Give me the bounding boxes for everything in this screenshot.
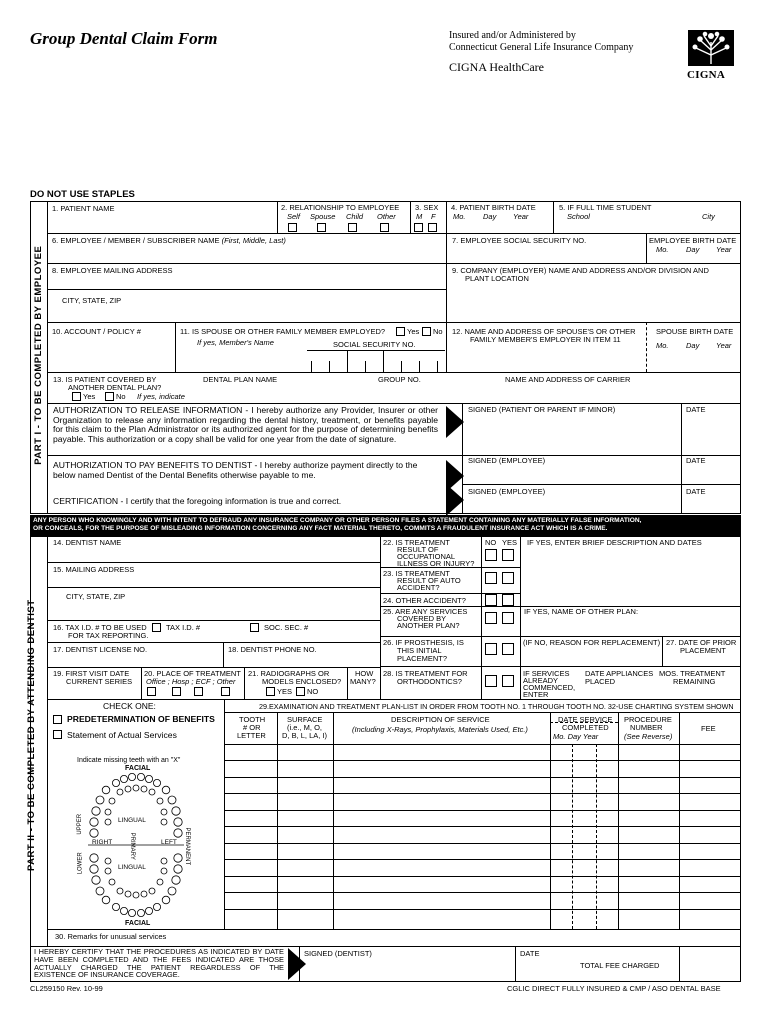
dentist-date-label: DATE bbox=[520, 949, 540, 958]
q22-label-3: OCCUPATIONAL bbox=[397, 552, 456, 561]
sex-m-checkbox[interactable] bbox=[414, 223, 423, 232]
certify-text: I HEREBY CERTIFY THAT THE PROCEDURES AS INDICATED BY DATE HAVE BEEN COMPLETED AND THE FEES INDICATED ARE THOSE ACTUALLY CHARGED THE PATIENT REGARDLESS OF THE EXISTENCE OF INSURANCE COVERAGE. bbox=[34, 947, 284, 980]
ebd-mo-label: Mo. bbox=[656, 245, 669, 254]
first-visit-label-2: CURRENT SERIES bbox=[66, 677, 133, 686]
already-label-3: COMMENCED, bbox=[523, 683, 576, 692]
sex-label: 3. SEX bbox=[415, 203, 439, 212]
radiographs-label-2: MODELS ENCLOSED? bbox=[262, 677, 342, 686]
q23-no-checkbox[interactable] bbox=[485, 572, 497, 584]
rel-child-checkbox[interactable] bbox=[348, 223, 357, 232]
q25-label: 25. ARE ANY SERVICES bbox=[383, 607, 468, 616]
spouse-employed-yes-checkbox[interactable] bbox=[396, 327, 405, 336]
actual-services-label: Statement of Actual Services bbox=[67, 730, 177, 740]
already-label: IF SERVICES bbox=[523, 669, 570, 678]
q22-yes-checkbox[interactable] bbox=[502, 549, 514, 561]
rel-self-label: Self bbox=[287, 212, 300, 221]
company-address-label: 9. COMPANY (EMPLOYER) NAME AND ADDRESS AND/OR DIVISION AND bbox=[452, 266, 709, 275]
sex-f-checkbox[interactable] bbox=[428, 223, 437, 232]
spouse-employer-label: 12. NAME AND ADDRESS OF SPOUSE'S OR OTHER bbox=[452, 327, 636, 336]
radiographs-yes-checkbox[interactable] bbox=[266, 687, 275, 696]
q-yes-header: YES bbox=[502, 538, 518, 547]
soc-sec-checkbox[interactable] bbox=[250, 623, 259, 632]
surface-header-3: D, B, L, LA, I) bbox=[282, 731, 328, 740]
date-service-header-2: COMPLETED bbox=[562, 723, 609, 732]
q25-label-2: COVERED BY bbox=[397, 614, 447, 623]
prior-placement-label-2: PLACEMENT bbox=[680, 646, 726, 655]
student-city-label: City bbox=[702, 212, 715, 221]
fraud-warning: ANY PERSON WHO KNOWINGLY AND WITH INTENT TO DEFRAUD ANY INSURANCE COMPANY OR OTHER PERSON FILES A STATEMENT CONTAINING ANY MATERIALLY FALSE INFORMATION, OR CONCEALS, FOR THE PURPOSE OF MISLEADING INFORMATION CONCERNING ANY FACT MATERIAL THERETO, COMMITS A FRAUDULENT INSURANCE ACT WHICH IS A CRIME. bbox=[30, 515, 741, 536]
replacement-reason-label: (IF NO, REASON FOR REPLACEMENT) bbox=[523, 638, 661, 647]
check-one-label: CHECK ONE: bbox=[103, 701, 156, 711]
q26-label-2: THIS INITIAL bbox=[397, 646, 442, 655]
place-hosp-checkbox[interactable] bbox=[172, 687, 181, 696]
q24-yes-checkbox[interactable] bbox=[502, 594, 514, 606]
q26-label: 26. IF PROSTHESIS, IS bbox=[383, 638, 464, 647]
place-options-label: Office ; Hosp ; ECF ; Other bbox=[146, 677, 236, 686]
dental-plan-name-label: DENTAL PLAN NAME bbox=[203, 375, 278, 384]
fee-header: FEE bbox=[701, 724, 716, 733]
description-header: DESCRIPTION OF SERVICE bbox=[391, 715, 490, 724]
already-label-4: ENTER bbox=[523, 690, 549, 699]
actual-services-checkbox[interactable] bbox=[53, 730, 62, 739]
company-address-label-2: PLANT LOCATION bbox=[465, 274, 529, 283]
radiographs-no-label: NO bbox=[307, 687, 319, 696]
tax-id-number-label: TAX I.D. # bbox=[166, 623, 201, 632]
employee-ssn-label: 7. EMPLOYEE SOCIAL SECURITY NO. bbox=[452, 236, 587, 245]
q22-no-checkbox[interactable] bbox=[485, 549, 497, 561]
covered-yes-label: Yes bbox=[83, 392, 96, 401]
exam-plan-header: 29.EXAMINATION AND TREATMENT PLAN-LIST IN ORDER FROM TOOTH NO. 1 THROUGH TOOTH NO. 32-USE CHARTING SYSTEM SHOWN bbox=[259, 702, 734, 711]
license-label: 17. DENTIST LICENSE NO. bbox=[53, 645, 148, 654]
months-remaining-label-2: REMAINING bbox=[673, 677, 716, 686]
pbd-mo-label: Mo. bbox=[453, 212, 466, 221]
tooth-arch-diagram bbox=[48, 748, 224, 928]
q25-yes-checkbox[interactable] bbox=[502, 612, 514, 624]
covered-no-checkbox[interactable] bbox=[105, 392, 114, 401]
q24-no-checkbox[interactable] bbox=[485, 594, 497, 606]
covered-no-label: No bbox=[116, 392, 126, 401]
certification-text: CERTIFICATION - I certify that the foregoing information is true and correct. bbox=[53, 496, 342, 506]
relationship-label: 2. RELATIONSHIP TO EMPLOYEE bbox=[281, 203, 400, 212]
chart-right: RIGHT bbox=[92, 839, 113, 846]
signed-employee-label: SIGNED (EMPLOYEE) bbox=[468, 456, 546, 465]
rel-spouse-label: Spouse bbox=[310, 212, 336, 221]
chart-instructions: Indicate missing teeth with an "X" bbox=[77, 757, 181, 764]
spouse-no-label: No bbox=[433, 327, 443, 336]
employee-name-label: 6. EMPLOYEE / MEMBER / SUBSCRIBER NAME (First, Middle, Last) bbox=[52, 236, 286, 245]
account-policy-label: 10. ACCOUNT / POLICY # bbox=[52, 327, 141, 336]
q26-no-checkbox[interactable] bbox=[485, 643, 497, 655]
chart-upper: UPPER bbox=[77, 813, 84, 835]
description-header-2: (Including X-Rays, Prophylaxis, Materials Used, Etc.) bbox=[352, 725, 528, 734]
dentist-name-label: 14. DENTIST NAME bbox=[53, 538, 122, 547]
spouse-employer-label-2: FAMILY MEMBER'S EMPLOYER IN ITEM 11 bbox=[470, 335, 621, 344]
place-other-checkbox[interactable] bbox=[221, 687, 230, 696]
already-label-2: ALREADY bbox=[523, 676, 559, 685]
chart-facial-top: FACIAL bbox=[125, 765, 151, 772]
release-date-label: DATE bbox=[686, 405, 706, 414]
insured-line-1: Insured and/or Administered by bbox=[449, 30, 576, 41]
date-service-header: DATE SERVICE bbox=[558, 715, 613, 724]
dentist-city-label: CITY, STATE, ZIP bbox=[66, 592, 126, 601]
months-remaining-label: MOS. TREATMENT bbox=[659, 669, 726, 678]
appliances-label-2: PLACED bbox=[585, 677, 616, 686]
dentist-mailing-label: 15. MAILING ADDRESS bbox=[53, 565, 135, 574]
tooth-chart bbox=[48, 748, 224, 928]
if-yes-describe-label: IF YES, ENTER BRIEF DESCRIPTION AND DATES bbox=[527, 538, 702, 547]
patient-birth-date-label: 4. PATIENT BIRTH DATE bbox=[451, 203, 536, 212]
logo-text: CIGNA bbox=[687, 69, 726, 81]
covered-yes-checkbox[interactable] bbox=[72, 392, 81, 401]
q28-no-checkbox[interactable] bbox=[485, 675, 497, 687]
q23-label: 23. IS TREATMENT bbox=[383, 569, 450, 578]
part2-side-label: PART II - TO BE COMPLETED BY ATTENDING DENTIST bbox=[25, 599, 37, 872]
tax-id-label: 16. TAX I.D. # TO BE USED bbox=[53, 623, 147, 632]
auth-release-text: AUTHORIZATION TO RELEASE INFORMATION - I hereby authorize any Provider, Insurer or other Organization to release any information regarding the dental history, treatment, or benefits payable for this claim to the Plan Administrator or its authorized agent for the purpose of determining benefits payable. This authorization or a copy shall be valid for one year from the date of signature. bbox=[53, 405, 438, 444]
signed-dentist-label: SIGNED (DENTIST) bbox=[304, 949, 372, 958]
tooth-header: TOOTH bbox=[239, 715, 266, 724]
surface-header-2: (i.e., M, O, bbox=[287, 723, 323, 732]
form-title: Group Dental Claim Form bbox=[30, 29, 218, 48]
group-no-label: GROUP NO. bbox=[378, 375, 421, 384]
q28-label: 28. IS TREATMENT FOR bbox=[383, 669, 468, 678]
chart-primary: PRIMARY bbox=[128, 832, 135, 860]
procedure-header-2: NUMBER bbox=[630, 723, 663, 732]
other-plan-label: IF YES, NAME OF OTHER PLAN: bbox=[524, 607, 639, 616]
q26-label-3: PLACEMENT? bbox=[397, 654, 448, 663]
dentist-phone-label: 18. DENTIST PHONE NO. bbox=[228, 645, 317, 654]
q28-yes-checkbox[interactable] bbox=[502, 675, 514, 687]
employee-mailing-label: 8. EMPLOYEE MAILING ADDRESS bbox=[52, 266, 173, 275]
appliances-label: DATE APPLIANCES bbox=[585, 669, 654, 678]
rel-child-label: Child bbox=[346, 212, 364, 221]
sbd-mo-label: Mo. bbox=[656, 341, 669, 350]
tree-icon bbox=[686, 28, 736, 68]
ebd-year-label: Year bbox=[716, 245, 732, 254]
chart-facial-bottom: FACIAL bbox=[125, 920, 151, 927]
sbd-day-label: Day bbox=[686, 341, 700, 350]
company-name: CIGNA HealthCare bbox=[449, 60, 544, 74]
carrier-label: NAME AND ADDRESS OF CARRIER bbox=[505, 375, 631, 384]
chart-permanent: PERMANENT bbox=[184, 827, 191, 866]
chart-lower: LOWER bbox=[77, 852, 84, 875]
form-id: CL259150 Rev. 10-99 bbox=[30, 984, 103, 993]
tooth-header-2: # OR bbox=[243, 723, 261, 732]
tooth-header-3: LETTER bbox=[237, 731, 266, 740]
sex-m-label: M bbox=[416, 212, 423, 221]
place-ecf-checkbox[interactable] bbox=[194, 687, 203, 696]
pay-date-label: DATE bbox=[686, 456, 706, 465]
sbd-year-label: Year bbox=[716, 341, 732, 350]
covered-label-2: ANOTHER DENTAL PLAN? bbox=[68, 383, 162, 392]
q23-yes-checkbox[interactable] bbox=[502, 572, 514, 584]
pbd-day-label: Day bbox=[483, 212, 497, 221]
sign-arrow-icon bbox=[446, 484, 464, 516]
member-name-label: If yes, Member's Name bbox=[197, 338, 274, 347]
chart-lingual-lower: LINGUAL bbox=[118, 864, 146, 871]
q22-label: 22. IS TREATMENT bbox=[383, 538, 450, 547]
spouse-employed-label: 11. IS SPOUSE OR OTHER FAMILY MEMBER EMPLOYED? bbox=[180, 327, 386, 336]
school-label: School bbox=[567, 212, 590, 221]
predetermination-checkbox[interactable] bbox=[53, 715, 62, 724]
covered-label: 13. IS PATIENT COVERED BY bbox=[53, 375, 157, 384]
q23-label-3: ACCIDENT? bbox=[397, 583, 440, 592]
rel-spouse-checkbox[interactable] bbox=[317, 223, 326, 232]
total-fee-label: TOTAL FEE CHARGED bbox=[580, 961, 660, 970]
place-of-treatment-label: 20. PLACE OF TREATMENT bbox=[144, 669, 241, 678]
q23-label-2: RESULT OF AUTO bbox=[397, 576, 461, 585]
tax-id-label-2: FOR TAX REPORTING. bbox=[68, 631, 149, 640]
q25-label-3: ANOTHER PLAN? bbox=[397, 621, 460, 630]
radiographs-label: 21. RADIOGRAPHS OR bbox=[248, 669, 330, 678]
prior-placement-label: 27. DATE OF PRIOR bbox=[666, 638, 737, 647]
employee-birth-date-label: EMPLOYEE BIRTH DATE bbox=[649, 236, 737, 245]
if-yes-indicate-label: If yes, indicate bbox=[137, 392, 185, 401]
rel-other-checkbox[interactable] bbox=[380, 223, 389, 232]
q25-no-checkbox[interactable] bbox=[485, 612, 497, 624]
cigna-logo bbox=[686, 28, 736, 80]
ebd-day-label: Day bbox=[686, 245, 700, 254]
no-staples-label: DO NOT USE STAPLES bbox=[30, 189, 135, 200]
footer-base: CGLIC DIRECT FULLY INSURED & CMP / ASO DENTAL BASE bbox=[507, 984, 721, 993]
radiographs-yes-label: YES bbox=[277, 687, 293, 696]
employee-city-label: CITY, STATE, ZIP bbox=[62, 296, 122, 305]
q24-label: 24. OTHER ACCIDENT? bbox=[383, 596, 466, 605]
ssn-boxes[interactable] bbox=[307, 350, 445, 372]
soc-sec-label: SOC. SEC. # bbox=[264, 623, 309, 632]
insured-line-2: Connecticut General Life Insurance Company bbox=[449, 42, 634, 53]
spouse-employed-no-checkbox[interactable] bbox=[422, 327, 431, 336]
predetermination-label: PREDETERMINATION OF BENEFITS bbox=[67, 714, 215, 724]
procedure-header: PROCEDURE bbox=[624, 715, 672, 724]
chart-left: LEFT bbox=[161, 839, 177, 846]
procedure-header-3: (See Reverse) bbox=[624, 732, 673, 741]
surface-header: SURFACE bbox=[287, 715, 323, 724]
part1-side-label: PART I - TO BE COMPLETED BY EMPLOYEE bbox=[32, 245, 44, 465]
pbd-year-label: Year bbox=[513, 212, 529, 221]
chart-lingual-upper: LINGUAL bbox=[118, 817, 146, 824]
service-rows[interactable] bbox=[224, 744, 741, 929]
place-office-checkbox[interactable] bbox=[147, 687, 156, 696]
spouse-yes-label: Yes bbox=[407, 327, 420, 336]
member-ssn-label: SOCIAL SECURITY NO. bbox=[333, 340, 416, 349]
patient-name-label: 1. PATIENT NAME bbox=[52, 204, 115, 213]
q-no-header: NO bbox=[485, 538, 497, 547]
q22-label-2: RESULT OF bbox=[397, 545, 439, 554]
sex-f-label: F bbox=[431, 212, 436, 221]
q26-yes-checkbox[interactable] bbox=[502, 643, 514, 655]
rel-other-label: Other bbox=[377, 212, 396, 221]
q22-label-4: ILLNESS OR INJURY? bbox=[397, 559, 475, 568]
q28-label-2: ORTHODONTICS? bbox=[397, 677, 462, 686]
spouse-birth-date-label: SPOUSE BIRTH DATE bbox=[656, 327, 734, 336]
signed-patient-label: SIGNED (PATIENT OR PARENT IF MINOR) bbox=[468, 405, 616, 414]
full-time-student-label: 5. IF FULL TIME STUDENT bbox=[559, 203, 652, 212]
certify-date-label: DATE bbox=[686, 487, 706, 496]
certify-signed-label: SIGNED (EMPLOYEE) bbox=[468, 487, 546, 496]
how-many-label-2: MANY? bbox=[350, 677, 376, 686]
auth-pay-text: AUTHORIZATION TO PAY BENEFITS TO DENTIST - I hereby authorize payment directly to the below named Dentist of the Dental Benefits otherwise payable to me. bbox=[53, 460, 418, 480]
remarks-label: 30. Remarks for unusual services bbox=[55, 932, 167, 941]
rel-self-checkbox[interactable] bbox=[288, 223, 297, 232]
first-visit-label: 19. FIRST VISIT DATE bbox=[53, 669, 130, 678]
tax-id-checkbox[interactable] bbox=[152, 623, 161, 632]
date-service-header-3: Mo. Day Year bbox=[553, 732, 599, 741]
how-many-label: HOW bbox=[355, 669, 374, 678]
radiographs-no-checkbox[interactable] bbox=[296, 687, 305, 696]
